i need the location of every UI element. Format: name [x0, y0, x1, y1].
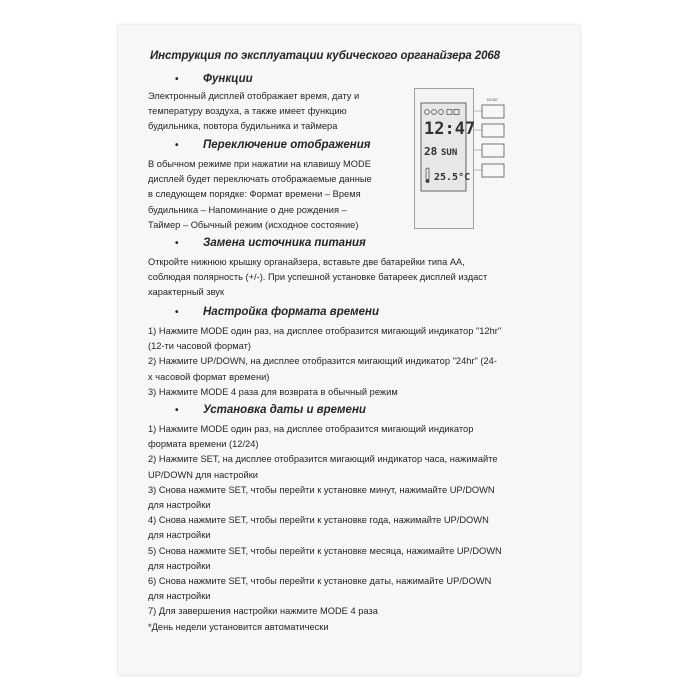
section-heading-time-format: • Настройка формата времени: [175, 306, 379, 318]
set-button: [482, 124, 504, 137]
display-time-text: 12:47: [424, 119, 476, 139]
bullet-icon: •: [175, 74, 179, 85]
mode-button: [482, 105, 504, 118]
section-functions-text: Электронный дисплей отображает время, дату и температуру воздуха, а также имеет функцию будильника, повтора будильника и таймера: [148, 91, 360, 132]
organizer-device-illustration: [414, 88, 554, 230]
display-date-text: 28: [424, 145, 438, 158]
mode-button-label: MODE: [487, 98, 498, 102]
section-heading-power: • Замена источника питания: [175, 237, 366, 249]
down-button: [482, 164, 504, 177]
section-heading-functions: • Функции: [175, 73, 253, 85]
display-day-text: SUN: [441, 148, 458, 158]
organizer-device-drawing: [414, 88, 554, 230]
section-heading-date-time: • Установка даты и времени: [175, 404, 366, 416]
document-title: Инструкция по эксплуатации кубического органайзера 2068: [150, 50, 500, 62]
section-date-time-text: 1) Нажмите MODE один раз, на дисплее отобразится мигающий индикатор формата времени (12/24) 2) Нажмите SET, на дисплее отобразится мигающий индикатор часа, нажимайте UP/DOWN для настройки 3) Снова нажмите SET, чтобы перейти к установке минут, нажимайте UP/DOWN для настройки 4) Снова нажмите SET, чтобы перейти к установке года, нажимайте UP/DOWN для настройки 5) Снова нажмите SET, чтобы перейти к установке месяца, нажимайте UP/DOWN для настройки 6) Снова нажмите SET, чтобы перейти к установке даты, нажимайте UP/DOWN для настройки 7) Для завершения настройки нажмите MODE 4 раза *День недели установится автоматически: [148, 424, 502, 632]
section-heading-display-switch: • Переключение отображения: [175, 139, 371, 151]
bullet-icon: •: [175, 238, 179, 249]
up-button: [482, 144, 504, 157]
section-time-format-text: 1) Нажмите MODE один раз, на дисплее отобразится мигающий индикатор "12hr" (12-ти часовой формат) 2) Нажмите UP/DOWN, на дисплее отобразится мигающий индикатор "24hr" (24- х часовой формат времени) 3) Нажмите MODE 4 раза для возврата в обычный режим: [148, 326, 502, 397]
display-temp-text: 25.5°C: [434, 172, 471, 183]
section-display-switch-text: В обычном режиме при нажатии на клавишу MODE дисплей будет переключать отображаемые данные в следующем порядке: Формат времени – Время будильника – Напоминание о дне рождения – Таймер – Обычный режим (исходное состояние): [148, 159, 372, 230]
bullet-icon: •: [175, 405, 179, 416]
thermometer-bulb-icon: [426, 179, 430, 183]
bullet-icon: •: [175, 307, 179, 318]
section-power-text: Откройте нижнюю крышку органайзера, вставьте две батарейки типа АА, соблюдая полярность (+/-). При успешной установке батареек дисплей издаст характерный звук: [148, 257, 488, 298]
bullet-icon: •: [175, 140, 179, 151]
